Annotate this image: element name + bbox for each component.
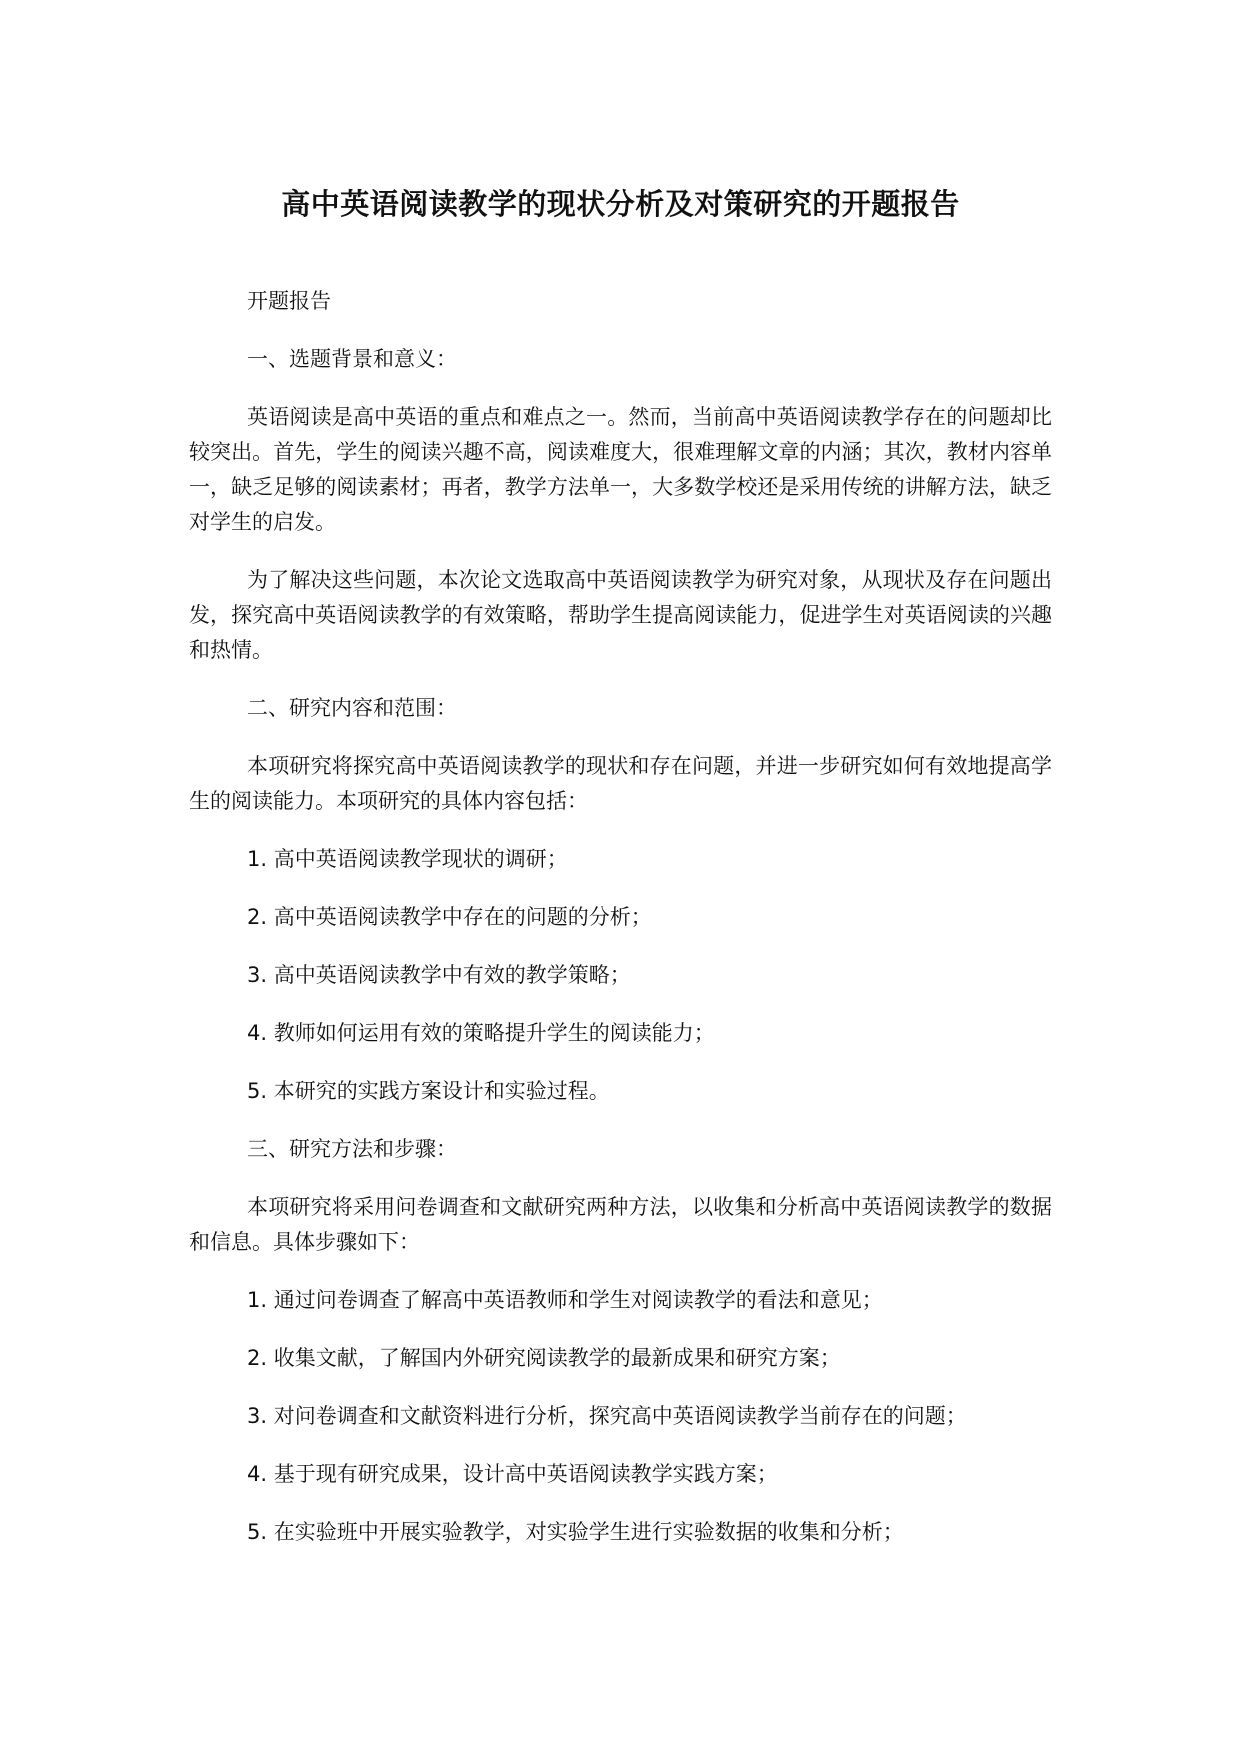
document-body: [189, 284, 1052, 1550]
paragraph: 为了解决这些问题，本次论文选取高中英语阅读教学为研究对象，从现状及存在问题出发，探究高中英语阅读教学的有效策略，帮助学生提高阅读能力，促进学生对英语阅读的兴趣和热情。: [189, 568, 1052, 662]
paragraph: 开题报告: [247, 289, 331, 313]
list-item: 2. 收集文献，了解国内外研究阅读教学的最新成果和研究方案；: [247, 1346, 841, 1370]
paragraph: 本项研究将采用问卷调查和文献研究两种方法，以收集和分析高中英语阅读教学的数据和信息。具体步骤如下：: [189, 1195, 1052, 1254]
section-heading: 一、选题背景和意义：: [247, 347, 457, 371]
document-title: 高中英语阅读教学的现状分析及对策研究的开题报告: [281, 187, 960, 221]
paragraph: 本项研究将探究高中英语阅读教学的现状和存在问题，并进一步研究如何有效地提高学生的阅读能力。本项研究的具体内容包括：: [189, 754, 1052, 813]
list-item: 4. 教师如何运用有效的策略提升学生的阅读能力；: [247, 1021, 715, 1045]
list-item: 5. 在实验班中开展实验教学，对实验学生进行实验数据的收集和分析；: [247, 1520, 904, 1544]
list-item: 3. 高中英语阅读教学中有效的教学策略；: [247, 963, 631, 987]
list-item: 1. 高中英语阅读教学现状的调研；: [247, 847, 568, 871]
list-item: 4. 基于现有研究成果，设计高中英语阅读教学实践方案；: [247, 1462, 778, 1486]
list-item: 2. 高中英语阅读教学中存在的问题的分析；: [247, 905, 652, 929]
paragraph: 英语阅读是高中英语的重点和难点之一。然而，当前高中英语阅读教学存在的问题却比较突出。首先，学生的阅读兴趣不高，阅读难度大，很难理解文章的内涵；其次，教材内容单一，缺乏足够的阅读素材；再者，教学方法单一，大多数学校还是采用传统的讲解方法，缺乏对学生的启发。: [189, 405, 1052, 534]
section-heading: 三、研究方法和步骤：: [247, 1137, 457, 1161]
section-heading: 二、研究内容和范围：: [247, 696, 457, 720]
list-item: 1. 通过问卷调查了解高中英语教师和学生对阅读教学的看法和意见；: [247, 1288, 883, 1312]
list-item: 3. 对问卷调查和文献资料进行分析，探究高中英语阅读教学当前存在的问题；: [247, 1404, 967, 1428]
list-item: 5. 本研究的实践方案设计和实验过程。: [247, 1079, 610, 1103]
